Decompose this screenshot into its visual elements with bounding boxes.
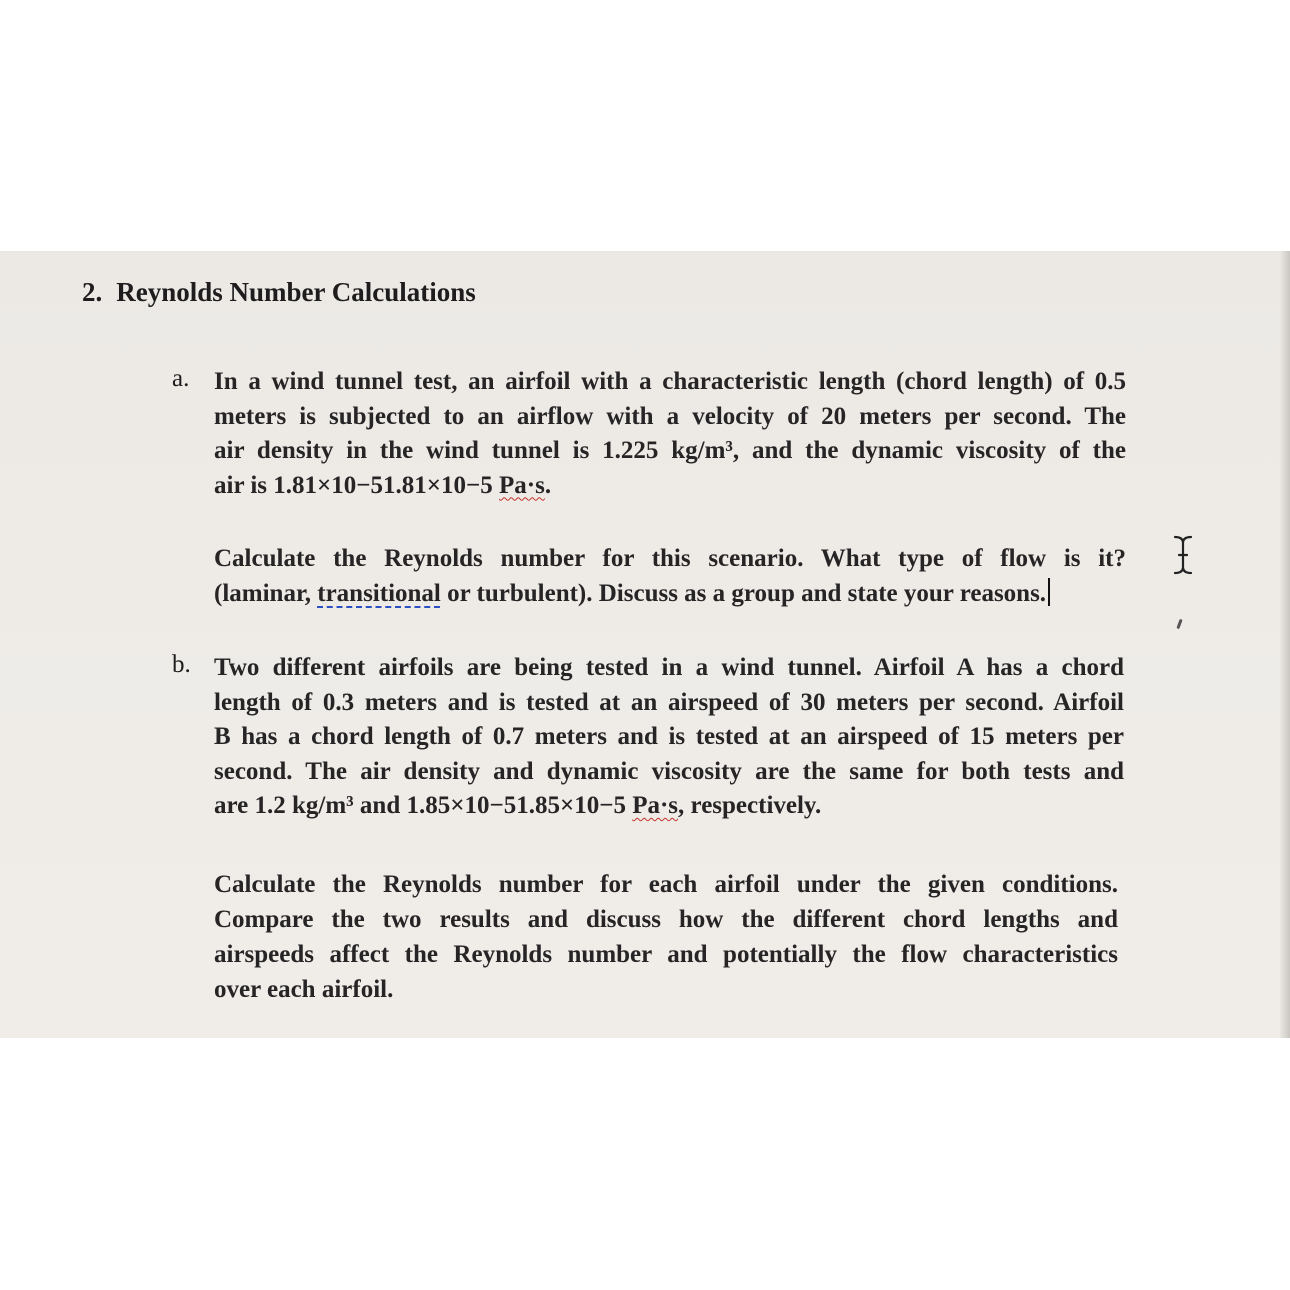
question-b-body bbox=[214, 651, 1124, 824]
question-a-line-2: meters is subjected to an airflow with a velocity of 20 meters per second. The bbox=[214, 402, 1126, 430]
question-b-task-line-2: Compare the two results and discuss how the different chord lengths and bbox=[214, 906, 1118, 933]
question-b-task-line-3: airspeeds affect the Reynolds number and potentially the flow characteristics bbox=[214, 941, 1118, 968]
question-b-label: b. bbox=[172, 651, 191, 678]
screen-speck bbox=[1176, 619, 1182, 629]
question-b-task-line-4: over each airfoil. bbox=[214, 976, 394, 1003]
question-a-task-line-2-start: (laminar, bbox=[214, 580, 318, 607]
spelling-flag-unit[interactable]: Pa·s bbox=[499, 471, 545, 499]
question-a-line-3: air density in the wind tunnel is 1.225 kg/m³, and the dynamic viscosity of the bbox=[214, 437, 1126, 464]
question-b-line-2: length of 0.3 meters and is tested at an airspeed of 30 meters per second. Airfoil bbox=[214, 688, 1124, 716]
question-b-line-4: second. The air density and dynamic viscosity are the same for both tests and bbox=[214, 757, 1124, 785]
question-a-line-4 bbox=[214, 469, 1126, 504]
question-a-task-line-2 bbox=[214, 576, 1126, 611]
section-number: 2. bbox=[82, 277, 103, 307]
question-b-task bbox=[214, 867, 1118, 1007]
grammar-flag-word[interactable]: transitional bbox=[317, 580, 441, 607]
question-a-line-4-end: . bbox=[544, 471, 552, 499]
question-b-line-5 bbox=[214, 789, 1124, 824]
question-a-task-line-2-end: or turbulent). Discuss as a group and state your reasons. bbox=[440, 580, 1047, 607]
question-a-task-line-1: Calculate the Reynolds number for this scenario. What type of flow is it? bbox=[214, 545, 1126, 572]
question-a-line-4-text: air is 1.81×10−51.81×10−5 bbox=[214, 471, 499, 499]
spelling-flag-unit-b[interactable]: Pa·s bbox=[632, 792, 679, 819]
text-cursor-ibeam-icon bbox=[1171, 535, 1195, 575]
question-b-line-5-end: , respectively. bbox=[678, 792, 822, 819]
question-a-task bbox=[214, 541, 1126, 611]
section-heading bbox=[82, 277, 476, 308]
text-caret-icon bbox=[1048, 578, 1050, 606]
document-screen bbox=[0, 251, 1290, 1038]
question-b-line-1: Two different airfoils are being tested in a wind tunnel. Airfoil A has a chord bbox=[214, 654, 1124, 681]
question-b-line-3: B has a chord length of 0.7 meters and is tested at an airspeed of 15 meters per bbox=[214, 723, 1124, 750]
screen-edge bbox=[1280, 251, 1290, 1038]
question-a-line-1: In a wind tunnel test, an airfoil with a characteristic length (chord length) of 0.5 bbox=[214, 368, 1126, 395]
question-b-task-line-1: Calculate the Reynolds number for each airfoil under the given conditions. bbox=[214, 871, 1118, 898]
question-a-body bbox=[214, 365, 1126, 503]
question-b-line-5-text: are 1.2 kg/m³ and 1.85×10−51.85×10−5 bbox=[214, 792, 633, 819]
section-title: Reynolds Number Calculations bbox=[116, 277, 476, 307]
question-a-label: a. bbox=[172, 365, 190, 392]
